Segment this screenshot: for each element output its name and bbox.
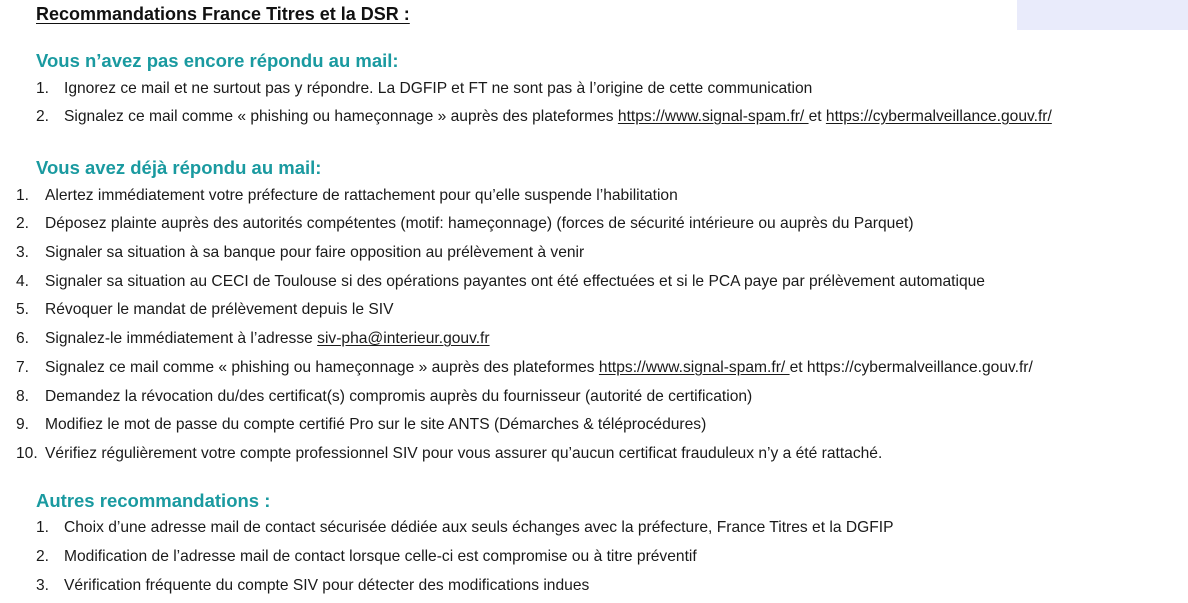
section-heading-not-replied: Vous n’avez pas encore répondu au mail: bbox=[36, 50, 399, 71]
list-item-text: Déposez plainte auprès des autorités compétentes (motif: hameçonnage) (forces de sécurité intérieure ou auprès du Parquet) bbox=[45, 215, 914, 232]
list-item-number: 8. bbox=[16, 388, 30, 405]
list-item-text: Vérification fréquente du compte SIV pour détecter des modifications indues bbox=[64, 577, 590, 594]
section-heading-other: Autres recommandations : bbox=[36, 490, 271, 511]
section-heading-already-replied: Vous avez déjà répondu au mail: bbox=[36, 157, 322, 178]
list-item-text: Signaler sa situation à sa banque pour faire opposition au prélèvement à venir bbox=[45, 244, 585, 261]
list-item-number: 2. bbox=[36, 108, 50, 125]
list-item-text: Vérifiez régulièrement votre compte professionnel SIV pour vous assurer qu’aucun certificat frauduleux n’y a été rattaché. bbox=[45, 445, 883, 462]
list-item-number: 7. bbox=[16, 359, 30, 376]
list-item-number: 4. bbox=[16, 273, 30, 290]
list-item-text: Signaler sa situation au CECI de Toulouse si des opérations payantes ont été effectuées et si le PCA paye par prélèvement automatique bbox=[45, 273, 985, 290]
cybermalveillance-link[interactable]: https://cybermalveillance.gouv.fr/ bbox=[825, 108, 1052, 125]
list-item-text-part: et bbox=[808, 108, 826, 125]
list-item-text: Choix d’une adresse mail de contact sécurisée dédiée aux seuls échanges avec la préfecture, France Titres et la DGFIP bbox=[64, 519, 894, 536]
list-item-text-part: Signalez-le immédiatement à l’adresse bbox=[45, 330, 318, 347]
list-item-text: Modifiez le mot de passe du compte certifié Pro sur le site ANTS (Démarches & téléprocédures) bbox=[45, 416, 707, 433]
list-item-text-part: et https://cybermalveillance.gouv.fr/ bbox=[789, 359, 1033, 376]
corner-decoration bbox=[1017, 0, 1188, 30]
list-item-number: 3. bbox=[36, 577, 50, 594]
list-item-number: 2. bbox=[36, 548, 50, 565]
list-item-text: Modification de l’adresse mail de contact lorsque celle-ci est compromise ou à titre préventif bbox=[64, 548, 697, 565]
signal-spam-link[interactable]: https://www.signal-spam.fr/ bbox=[598, 359, 790, 376]
list-item-text: Demandez la révocation du/des certificat(s) compromis auprès du fournisseur (autorité de certification) bbox=[45, 388, 753, 405]
list-item-number: 6. bbox=[16, 330, 30, 347]
list-item-text bbox=[45, 356, 1033, 380]
email-link[interactable]: siv-pha@interieur.gouv.fr bbox=[317, 330, 490, 347]
list-item-number: 10. bbox=[16, 445, 38, 462]
list-item-number: 1. bbox=[16, 187, 30, 204]
list-item-text bbox=[64, 105, 1052, 129]
list-item-text-part: Signalez ce mail comme « phishing ou hameçonnage » auprès des plateformes bbox=[64, 108, 618, 125]
list-item-text bbox=[45, 327, 490, 351]
list-item-text: Alertez immédiatement votre préfecture de rattachement pour qu’elle suspende l’habilitation bbox=[45, 187, 678, 204]
list-item-number: 2. bbox=[16, 215, 30, 232]
list-item-text-part: Signalez ce mail comme « phishing ou hameçonnage » auprès des plateformes bbox=[45, 359, 599, 376]
list-item-number: 9. bbox=[16, 416, 30, 433]
list-item-number: 3. bbox=[16, 244, 30, 261]
list-item-number: 5. bbox=[16, 301, 30, 318]
signal-spam-link[interactable]: https://www.signal-spam.fr/ bbox=[617, 108, 809, 125]
page-title: Recommandations France Titres et la DSR : bbox=[36, 4, 410, 24]
list-item-number: 1. bbox=[36, 80, 50, 97]
list-item-number: 1. bbox=[36, 519, 50, 536]
list-item-text: Ignorez ce mail et ne surtout pas y répondre. La DGFIP et FT ne sont pas à l’origine de cette communication bbox=[64, 80, 813, 97]
list-item-text: Révoquer le mandat de prélèvement depuis le SIV bbox=[45, 301, 394, 318]
